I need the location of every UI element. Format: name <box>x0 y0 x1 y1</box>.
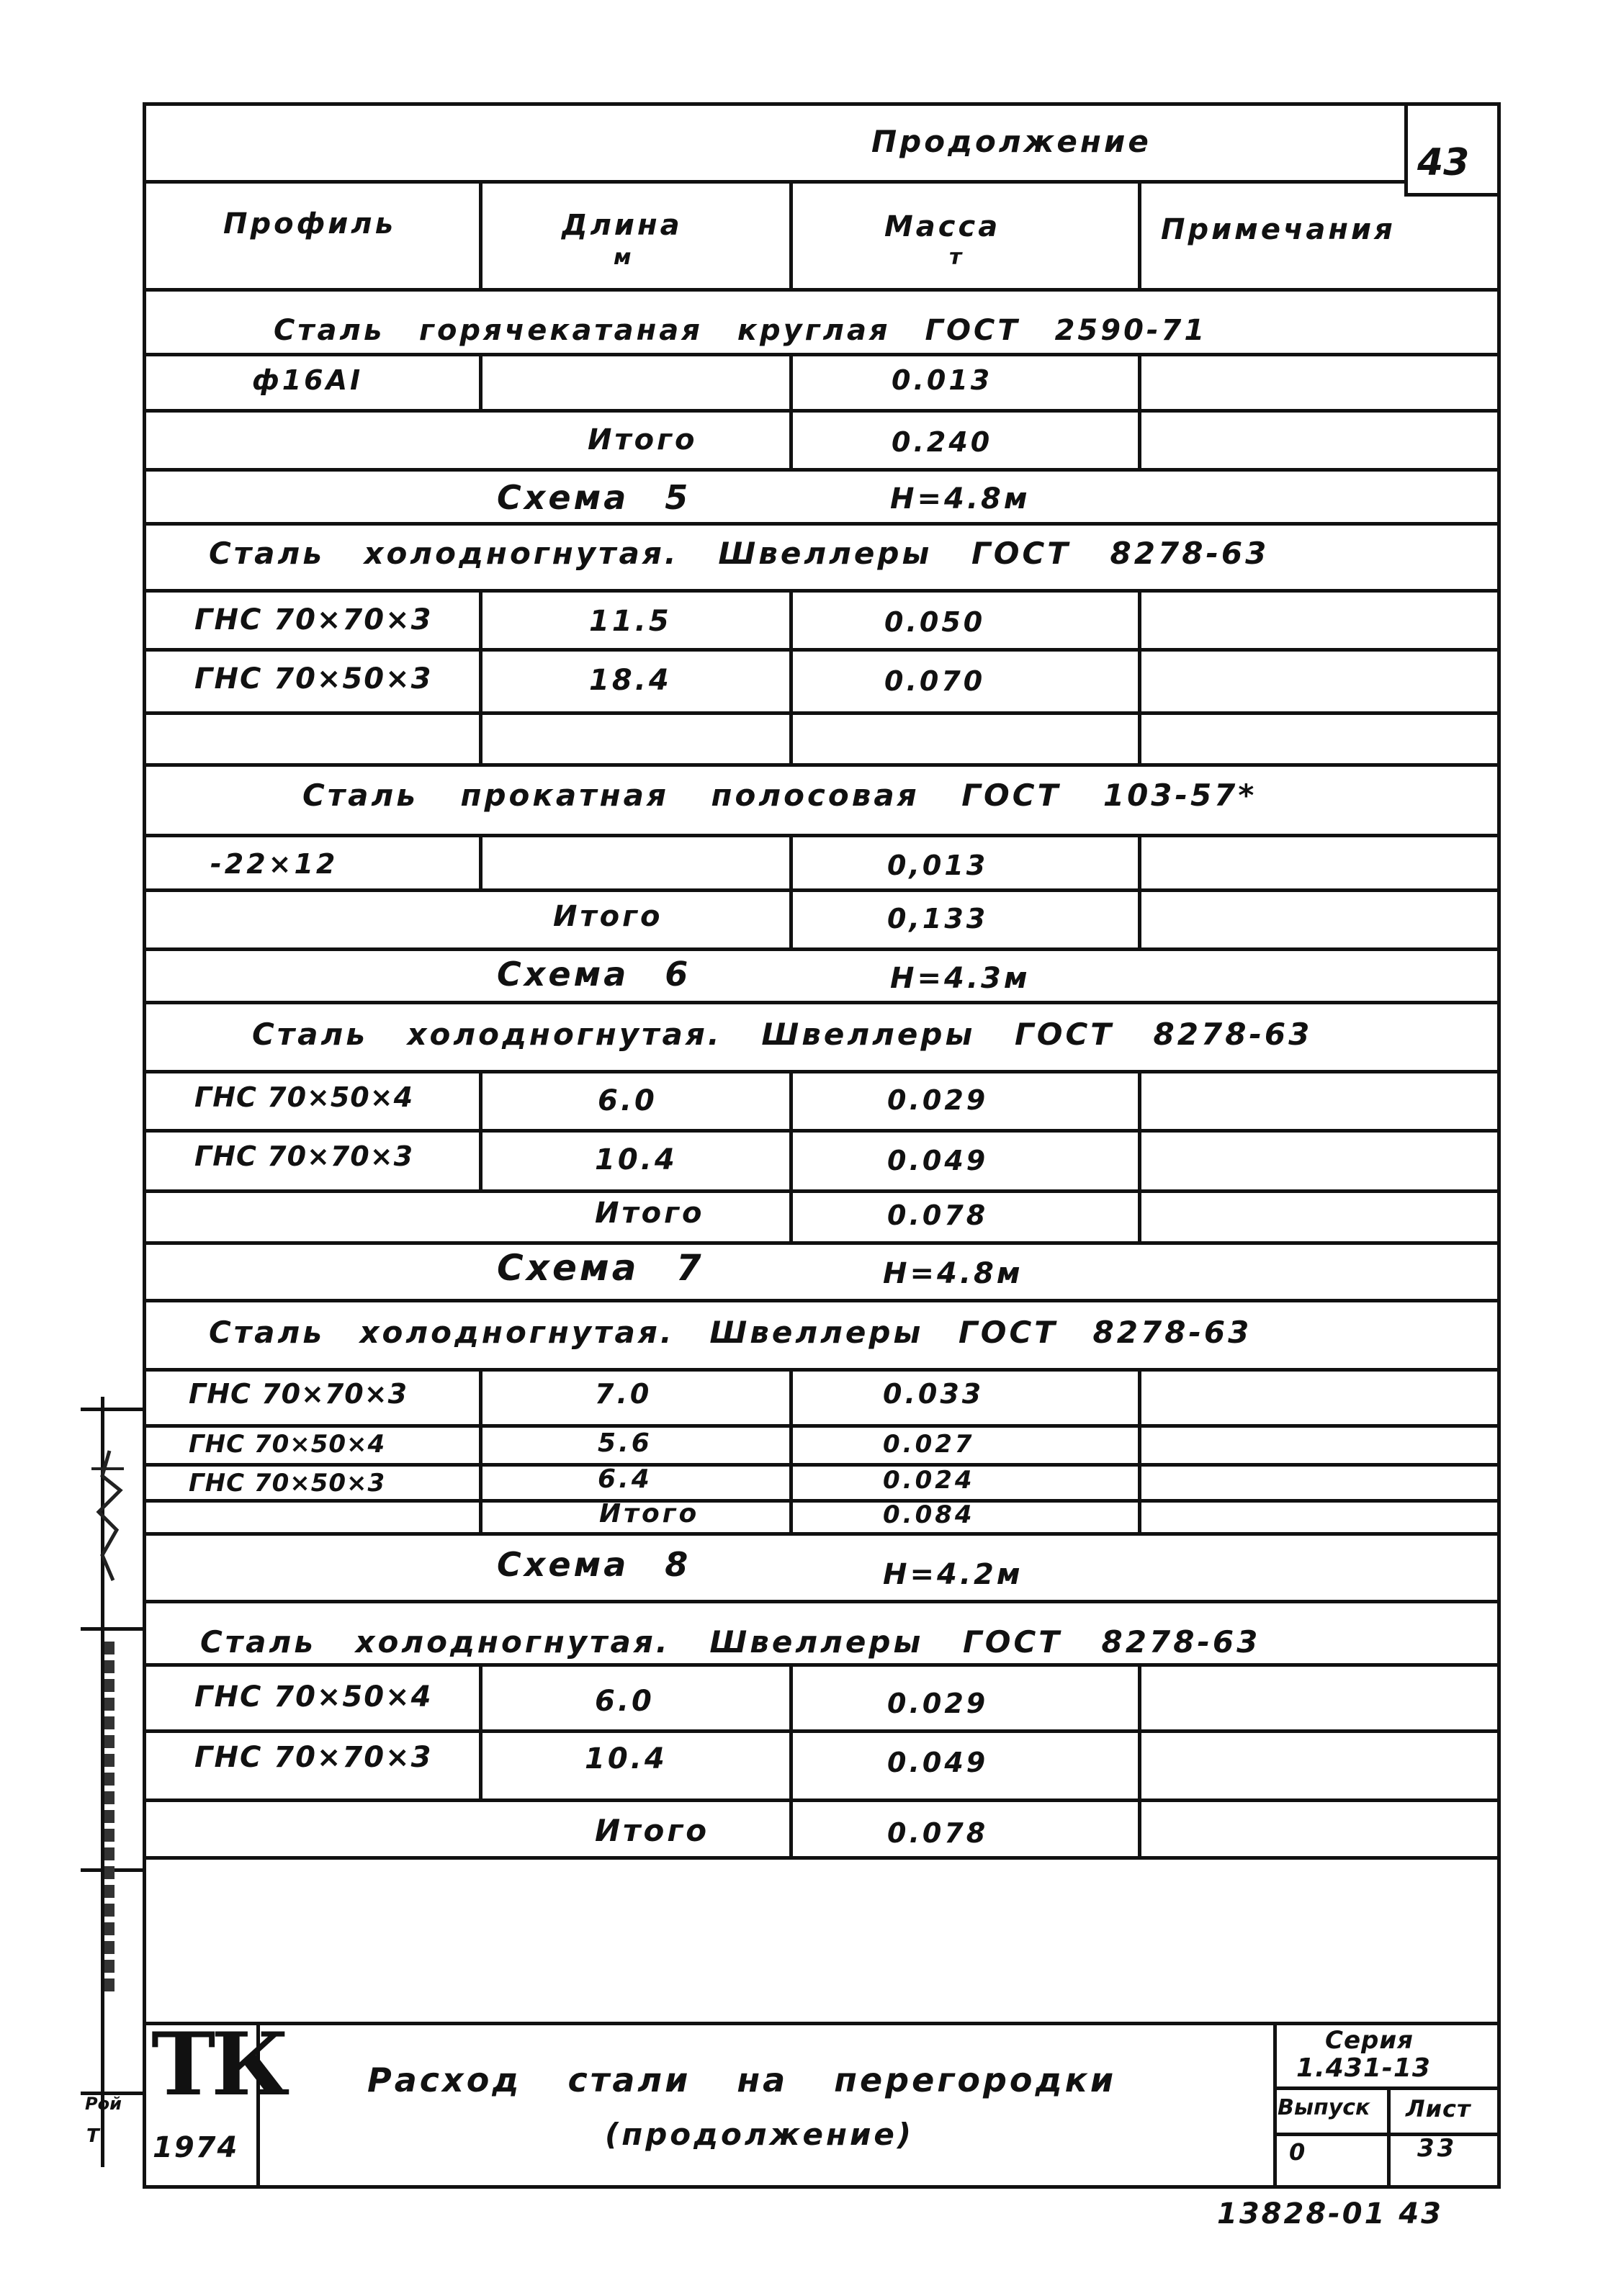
total-mass: 0,133 <box>887 903 989 935</box>
section-title-round-steel: Сталь горячекатаная круглая ГОСТ 2590-71 <box>274 314 1208 347</box>
length-cell: 7.0 <box>595 1378 652 1410</box>
total-label: Итого <box>595 1197 705 1230</box>
total-label: Итого <box>553 900 663 933</box>
col-header-length: Длина <box>562 209 683 242</box>
mass-cell: 0.013 <box>892 364 993 396</box>
footer-archive-code: 13828-01 43 <box>1217 2197 1444 2230</box>
length-cell: 6.0 <box>595 1685 655 1718</box>
sheet-label: Лист <box>1406 2095 1471 2122</box>
signature-scribble <box>81 1447 138 1584</box>
series-value: 1.431-13 <box>1296 2053 1431 2083</box>
issue-value: 0 <box>1289 2138 1308 2166</box>
series-label: Серия <box>1325 2026 1414 2055</box>
total-mass: 0.078 <box>887 1817 989 1849</box>
mass-cell: 0.027 <box>883 1430 975 1459</box>
profile-cell: ГНС 70×50×3 <box>194 662 433 695</box>
length-cell: 5.6 <box>598 1428 652 1458</box>
profile-cell: ГНС 70×70×3 <box>194 603 433 636</box>
length-cell: 11.5 <box>589 605 672 638</box>
section-title-cold-formed-channels: Сталь холодногнутая. Швеллеры ГОСТ 8278-63 <box>209 536 1270 571</box>
profile-cell: ф16АI <box>252 364 364 396</box>
tk-logo: ТК <box>151 2014 286 2115</box>
profile-cell: -22×12 <box>210 848 338 880</box>
profile-cell: ГНС 70×50×4 <box>189 1430 386 1459</box>
section-title-flat-rolled-steel: Сталь прокатная полосовая ГОСТ 103-57* <box>302 778 1257 813</box>
scheme-7-height: Н=4.8м <box>883 1257 1023 1290</box>
section-title-cold-formed-channels: Сталь холодногнутая. Швеллеры ГОСТ 8278-63 <box>252 1017 1313 1052</box>
section-title-cold-formed-channels: Сталь холодногнутая. Швеллеры ГОСТ 8278-63 <box>209 1315 1252 1350</box>
scheme-5-height: Н=4.8м <box>890 482 1031 516</box>
mass-cell: 0.029 <box>887 1084 989 1116</box>
mass-cell: 0.070 <box>884 665 986 697</box>
total-label: Итого <box>595 1813 710 1848</box>
total-mass: 0.240 <box>892 426 993 458</box>
stamp-text-vertical <box>95 1634 124 2009</box>
page-number: 43 <box>1417 141 1470 184</box>
col-header-mass-unit: т <box>949 245 965 270</box>
scheme-6-height: Н=4.3м <box>890 962 1031 995</box>
scheme-8-height: Н=4.2м <box>883 1558 1023 1591</box>
length-cell: 6.0 <box>598 1084 657 1117</box>
total-mass: 0.078 <box>887 1199 989 1231</box>
mass-cell: 0.049 <box>887 1747 989 1778</box>
scheme-5-name: Схема 5 <box>497 478 691 517</box>
margin-text-t: Т <box>86 2125 99 2147</box>
scheme-8-name: Схема 8 <box>497 1545 691 1584</box>
mass-cell: 0.033 <box>883 1378 984 1410</box>
col-header-profile: Профиль <box>223 207 396 240</box>
continuation-label: Продолжение <box>871 124 1152 159</box>
profile-cell: ГНС 70×70×3 <box>194 1140 414 1172</box>
sheet-value: 33 <box>1417 2134 1458 2163</box>
col-header-length-unit: м <box>614 245 634 270</box>
mass-cell: 0.050 <box>884 606 986 638</box>
profile-cell: ГНС 70×70×3 <box>189 1378 408 1410</box>
mass-cell: 0,013 <box>887 850 989 881</box>
total-mass: 0.084 <box>883 1500 975 1529</box>
length-cell: 18.4 <box>589 664 672 697</box>
profile-cell: ГНС 70×70×3 <box>194 1741 433 1774</box>
col-header-mass: Масса <box>884 210 1001 243</box>
length-cell: 10.4 <box>595 1143 678 1176</box>
profile-cell: ГНС 70×50×4 <box>194 1081 414 1113</box>
drawing-title-line1: Расход стали на перегородки <box>367 2061 1117 2099</box>
stamp-year: 1974 <box>153 2131 239 2164</box>
drawing-title-line2: (продолжение) <box>605 2117 915 2152</box>
mass-cell: 0.029 <box>887 1688 989 1719</box>
profile-cell: ГНС 70×50×3 <box>189 1469 386 1498</box>
section-title-cold-formed-channels: Сталь холодногнутая. Швеллеры ГОСТ 8278-63 <box>200 1624 1261 1660</box>
total-label: Итого <box>599 1499 700 1529</box>
mass-cell: 0.049 <box>887 1145 989 1176</box>
issue-label: Выпуск <box>1278 2095 1370 2120</box>
mass-cell: 0.024 <box>883 1466 975 1495</box>
col-header-notes: Примечания <box>1161 213 1396 246</box>
scheme-7-name: Схема 7 <box>497 1247 704 1289</box>
length-cell: 10.4 <box>585 1742 668 1775</box>
margin-text-roi: Рой <box>85 2094 122 2114</box>
length-cell: 6.4 <box>598 1464 652 1494</box>
scheme-6-name: Схема 6 <box>497 955 691 994</box>
total-label: Итого <box>588 423 698 456</box>
profile-cell: ГНС 70×50×4 <box>194 1680 433 1714</box>
